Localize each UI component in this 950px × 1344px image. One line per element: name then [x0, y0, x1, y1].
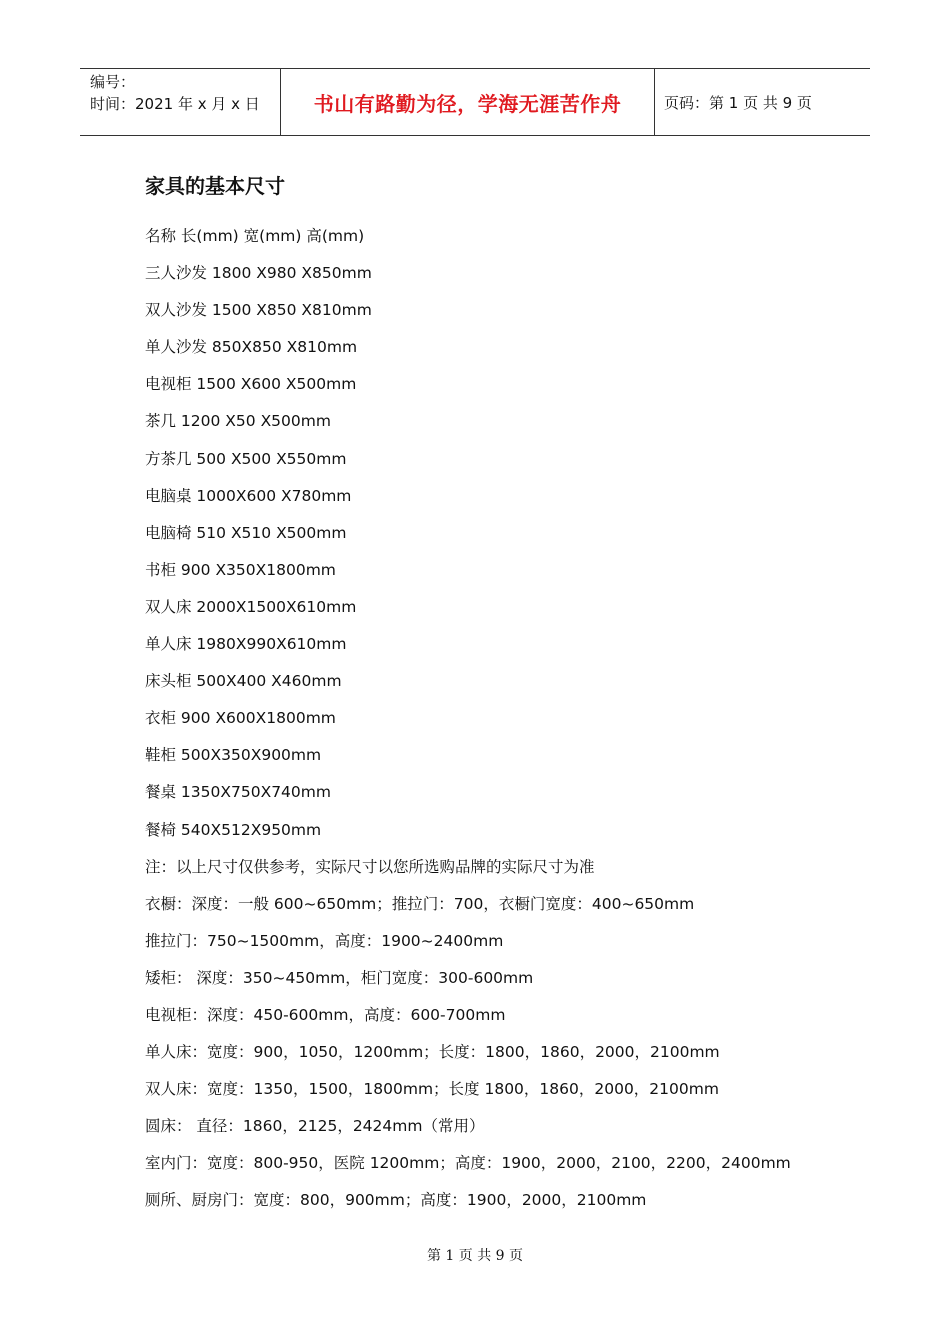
page-header — [80, 68, 870, 136]
content-line: 单人床：宽度：900，1050，1200mm；长度：1800，1860，2000，2100mm — [145, 1043, 720, 1062]
content-line: 餐椅 540X512X950mm — [145, 820, 322, 839]
document-title: 家具的基本尺寸 — [145, 174, 285, 198]
header-motto-cell — [281, 69, 655, 135]
content-line: 单人沙发 850X850 X810mm — [145, 338, 358, 357]
content-line: 电视柜：深度：450-600mm，高度：600-700mm — [145, 1005, 506, 1024]
page-footer: 第 1 页 共 9 页 — [426, 1248, 524, 1264]
content-line: 双人床：宽度：1350，1500，1800mm；长度 1800，1860，2000，2100mm — [145, 1080, 719, 1099]
content-line: 三人沙发 1800 X980 X850mm — [145, 264, 372, 283]
page-label: 页码：第 1 页 共 9 页 — [664, 93, 812, 112]
content-line: 餐桌 1350X750X740mm — [145, 783, 331, 802]
content-line: 电脑椅 510 X510 X500mm — [145, 523, 347, 542]
content-line: 双人沙发 1500 X850 X810mm — [145, 301, 372, 320]
header-info-cell — [80, 69, 281, 135]
content-line: 矮柜： 深度：350~450mm，柜门宽度：300-600mm — [145, 968, 534, 987]
content-line: 电脑桌 1000X600 X780mm — [145, 486, 352, 505]
content-line: 名称 长(mm) 宽(mm) 高(mm) — [145, 227, 365, 245]
content-line: 茶几 1200 X50 X500mm — [145, 412, 331, 431]
content-line: 衣柜 900 X600X1800mm — [145, 709, 336, 728]
number-label: 编号： — [90, 73, 136, 91]
content-line: 圆床： 直径：1860，2125，2424mm（常用） — [145, 1117, 485, 1136]
content-line: 室内门：宽度：800-950，医院 1200mm；高度：1900，2000，2100，2200，2400mm — [145, 1154, 791, 1173]
header-page-cell — [655, 69, 870, 135]
content-line: 鞋柜 500X350X900mm — [145, 746, 322, 765]
motto-text: 书山有路勤为径，学海无涯苦作舟 — [313, 91, 622, 116]
content-line: 厕所、厨房门：宽度：800，900mm；高度：1900，2000，2100mm — [145, 1191, 647, 1210]
content-lines — [145, 225, 791, 1227]
content-line: 注：以上尺寸仅供参考，实际尺寸以您所选购品牌的实际尺寸为准 — [145, 857, 595, 876]
content-line: 床头柜 500X400 X460mm — [145, 672, 342, 691]
content-line: 电视柜 1500 X600 X500mm — [145, 375, 357, 394]
content-line: 书柜 900 X350X1800mm — [145, 560, 336, 579]
content-line: 方茶几 500 X500 X550mm — [145, 449, 347, 468]
time-label: 时间：2021 年 x 月 x 日 — [90, 95, 260, 113]
content-line: 衣橱：深度：一般 600~650mm；推拉门：700，衣橱门宽度：400~650mm — [145, 894, 695, 913]
content-line: 推拉门：750~1500mm，高度：1900~2400mm — [145, 931, 504, 950]
content-line: 双人床 2000X1500X610mm — [145, 597, 357, 616]
content-line: 单人床 1980X990X610mm — [145, 635, 347, 654]
